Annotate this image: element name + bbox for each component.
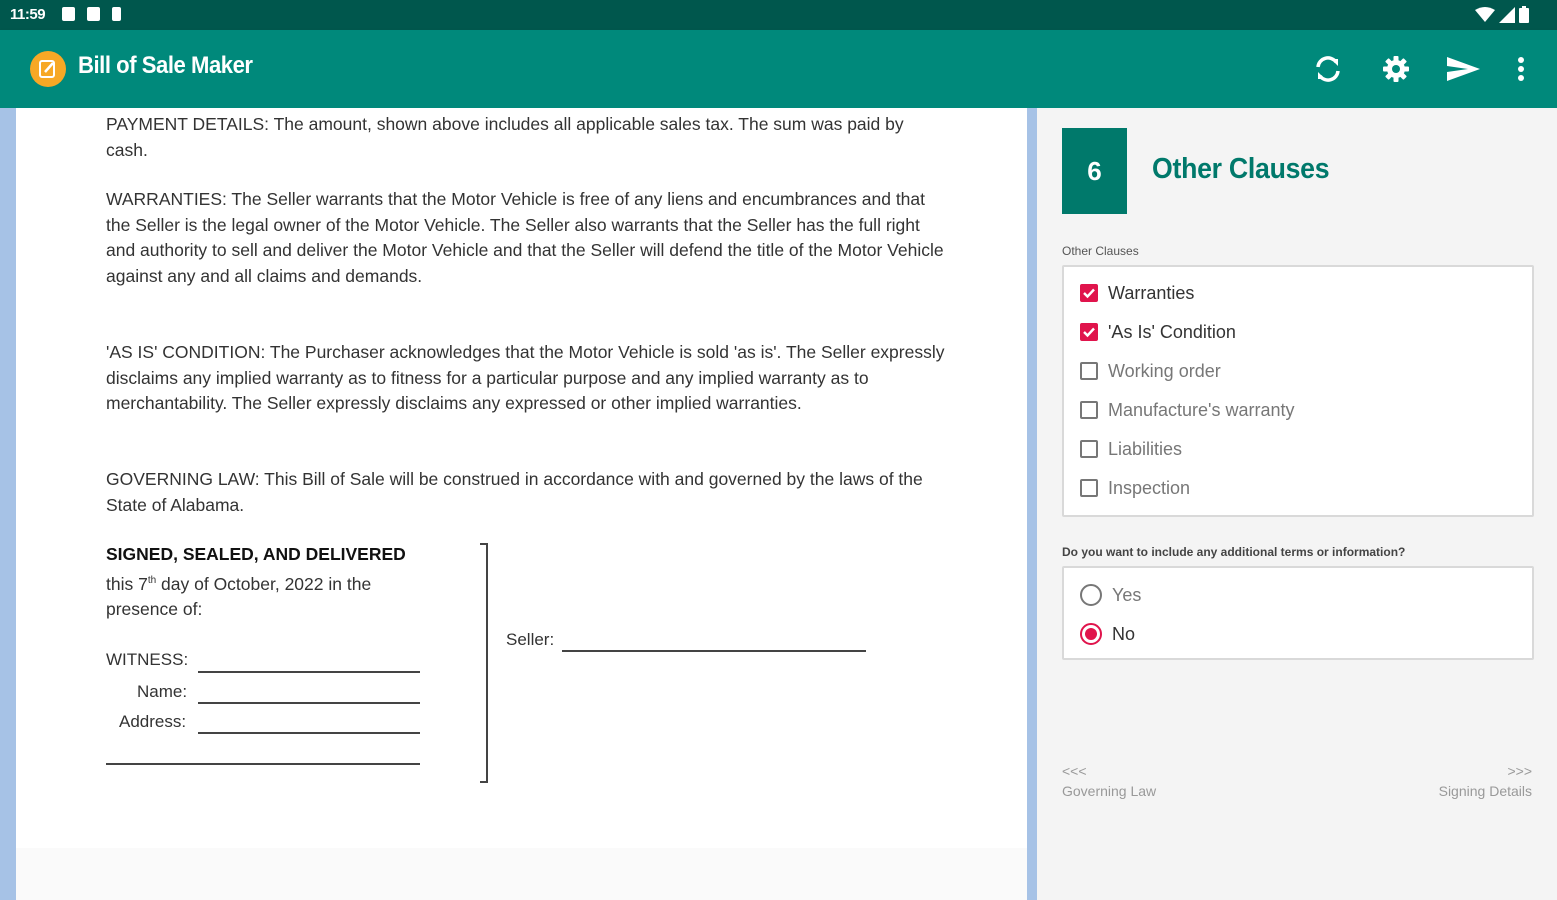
- document-page: [16, 108, 1027, 848]
- clauses-label: Other Clauses: [1062, 244, 1139, 258]
- more-vert-icon: [1502, 50, 1540, 88]
- checkbox-unchecked-icon[interactable]: [1080, 401, 1098, 419]
- form-panel: [1037, 108, 1557, 900]
- send-button[interactable]: [1444, 50, 1482, 88]
- checkbox-checked-icon[interactable]: [1080, 284, 1098, 302]
- clause-label: Inspection: [1108, 477, 1191, 498]
- app-logo-icon: [30, 51, 66, 87]
- clause-option-as-is[interactable]: [1080, 320, 1236, 344]
- seller-signature-line: [562, 650, 866, 652]
- name-label: Name:: [137, 682, 188, 701]
- paragraph-governing-law: GOVERNING LAW: This Bill of Sale will be construed in accordance with and governed by the laws of the State of Alabama.: [106, 469, 923, 515]
- checkbox-unchecked-icon[interactable]: [1080, 440, 1098, 458]
- wifi-icon: [1475, 7, 1495, 23]
- next-step-label: Signing Details: [1438, 783, 1532, 799]
- clause-label: Liabilities: [1108, 438, 1183, 459]
- address-line: [198, 732, 420, 734]
- sd-card-icon: [87, 7, 100, 21]
- signal-icon: [1499, 7, 1515, 23]
- checkbox-unchecked-icon[interactable]: [1080, 362, 1098, 380]
- witness-label: WITNESS:: [106, 650, 189, 669]
- signature-divider-bracket: [480, 543, 488, 783]
- address-line-2: [106, 763, 420, 765]
- battery-saver-icon: [112, 7, 121, 21]
- radio-checked-icon[interactable]: [1080, 623, 1102, 645]
- notification-icon: [62, 7, 75, 21]
- address-label: Address:: [119, 712, 187, 731]
- app-bar: [0, 30, 1557, 108]
- checkbox-checked-icon[interactable]: [1080, 323, 1098, 341]
- more-options-button[interactable]: [1502, 50, 1540, 88]
- next-step-link[interactable]: [1439, 761, 1532, 801]
- app-title: Bill of Sale Maker: [78, 52, 253, 79]
- step-title: Other Clauses: [1152, 153, 1330, 185]
- pane-divider[interactable]: [1027, 108, 1037, 900]
- refresh-button[interactable]: [1309, 50, 1347, 88]
- prev-step-label: Governing Law: [1062, 783, 1157, 799]
- additional-terms-question: Do you want to include any additional terms or information?: [1062, 545, 1406, 559]
- prev-step-link[interactable]: [1062, 761, 1156, 801]
- left-gutter: [0, 108, 16, 900]
- name-line: [198, 702, 420, 704]
- refresh-icon: [1309, 50, 1347, 88]
- status-time: 11:59: [10, 6, 46, 23]
- radio-label: Yes: [1112, 584, 1142, 605]
- step-number-badge: 6: [1062, 128, 1127, 214]
- signing-presence-line: presence of:: [106, 598, 203, 619]
- paragraph-payment-details: PAYMENT DETAILS: The amount, shown above includes all applicable sales tax. The sum was paid by cash.: [106, 114, 904, 160]
- clause-label: Manufacture's warranty: [1108, 399, 1295, 420]
- paragraph-warranties: WARRANTIES: The Seller warrants that the Motor Vehicle is free of any liens and encumbrances and that the Seller is the legal owner of the Motor Vehicle. The Seller also warrants that the Seller has the full right and authority to sell and deliver the Motor Vehicle and that the Seller will defend the title of the Motor Vehicle against any and all claims and demands.: [106, 189, 944, 286]
- document-preview[interactable]: [16, 108, 1027, 900]
- clause-label: 'As Is' Condition: [1108, 321, 1236, 342]
- radio-unchecked-icon[interactable]: [1080, 584, 1102, 606]
- clause-option-warranties[interactable]: [1080, 281, 1194, 305]
- paragraph-as-is-condition: 'AS IS' CONDITION: The Purchaser acknowledges that the Motor Vehicle is sold 'as is'. The Seller expressly disclaims any implied warranty as to fitness for a particular purpose and any implied warranty as to merchantability. The Seller expressly disclaims any expressed or other implied warranties.: [106, 342, 945, 413]
- settings-icon: [1377, 50, 1415, 88]
- prev-arrows: <<<: [1062, 763, 1087, 779]
- clause-option-liabilities[interactable]: [1080, 437, 1182, 461]
- additional-terms-group: [1062, 566, 1534, 660]
- settings-button[interactable]: [1377, 50, 1415, 88]
- clause-option-manufacturer-warranty[interactable]: [1080, 398, 1295, 422]
- next-arrows: >>>: [1507, 763, 1532, 779]
- witness-signature-line: [198, 671, 420, 673]
- battery-icon: [1519, 6, 1529, 23]
- status-bar: [0, 0, 1557, 30]
- signing-date-line: this 7th day of October, 2022 in the: [106, 573, 372, 594]
- checkbox-unchecked-icon[interactable]: [1080, 479, 1098, 497]
- clause-option-working-order[interactable]: [1080, 359, 1221, 383]
- signing-block: [106, 542, 436, 622]
- clauses-group: [1062, 265, 1534, 517]
- radio-option-yes[interactable]: [1080, 583, 1141, 607]
- signing-heading: SIGNED, SEALED, AND DELIVERED: [106, 544, 406, 564]
- radio-label: No: [1112, 623, 1136, 644]
- radio-option-no[interactable]: [1080, 622, 1135, 646]
- clause-label: Working order: [1108, 360, 1221, 381]
- seller-label: Seller:: [506, 630, 555, 649]
- clause-label: Warranties: [1108, 282, 1195, 303]
- clause-option-inspection[interactable]: [1080, 476, 1190, 500]
- send-icon: [1444, 50, 1482, 88]
